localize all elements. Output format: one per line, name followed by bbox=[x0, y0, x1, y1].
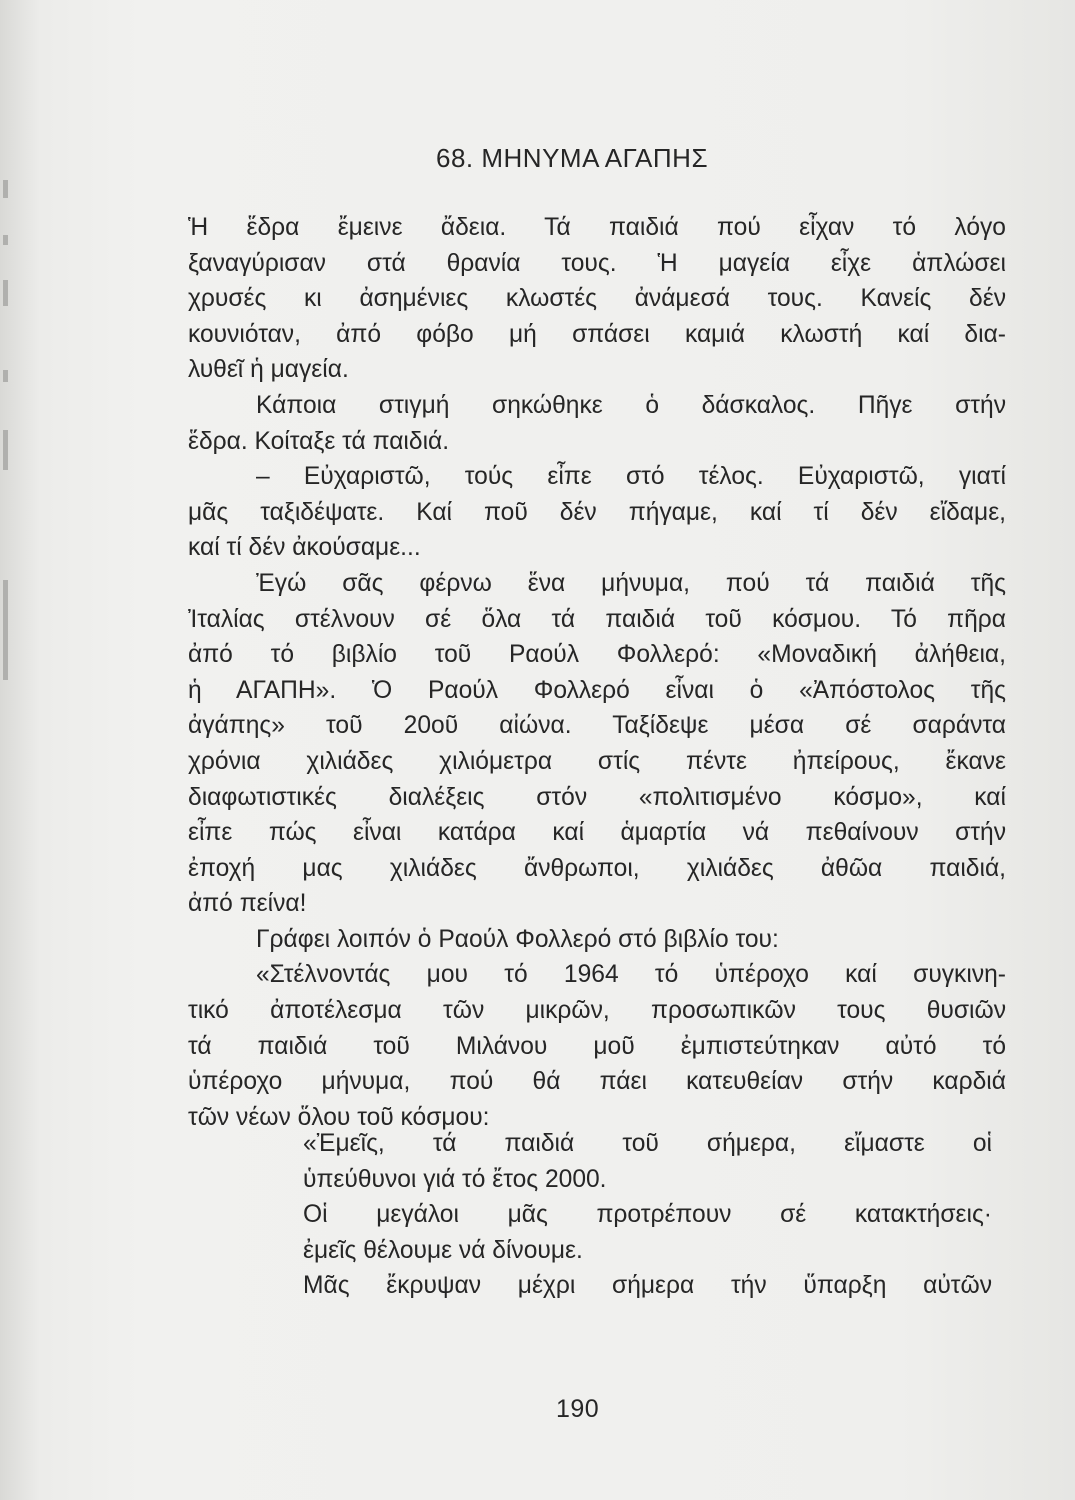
binding-mark bbox=[3, 430, 8, 470]
binding-mark bbox=[3, 580, 8, 680]
page-number: 190 bbox=[556, 1395, 600, 1423]
binding-mark bbox=[3, 180, 8, 198]
body-line: κουνιόταν, ἀπό φόβο μή σπάσει καμιά κλωστή καί δια- bbox=[188, 320, 1006, 348]
body-line: ἡ ΑΓΑΠΗ». Ὁ Ραούλ Φολλερό εἶναι ὁ «Ἀπόστολος τῆς bbox=[188, 676, 1006, 704]
chapter-heading: 68. ΜΗΝΥΜΑ ΑΓΑΠΗΣ bbox=[436, 143, 709, 173]
body-line: ἀγάπης» τοῦ 20οῦ αἰώνα. Ταξίδεψε μέσα σέ σαράντα bbox=[188, 712, 1006, 740]
body-text bbox=[188, 210, 1006, 1135]
binding-shadow-marks bbox=[0, 160, 14, 720]
body-line: λυθεῖ ἡ μαγεία. bbox=[188, 356, 349, 384]
body-line: διαφωτιστικές διαλέξεις στόν «πολιτισμένο κόσμο», καί bbox=[188, 783, 1006, 811]
body-line: Ἡ ἕδρα ἔμεινε ἄδεια. Τά παιδιά πού εἶχαν τό λόγο bbox=[188, 214, 1006, 241]
body-line: ἕδρα. Κοίταξε τά παιδιά. bbox=[188, 427, 450, 455]
body-line: μᾶς ταξιδέψατε. Καί ποῦ δέν πήγαμε, καί τί δέν εἴδαμε, bbox=[188, 498, 1006, 526]
body-line: «Στέλνοντάς μου τό 1964 τό ὑπέροχο καί συγκινη- bbox=[256, 961, 1006, 989]
binding-mark bbox=[3, 370, 8, 382]
body-line: τῶν νέων ὅλου τοῦ κόσμου: bbox=[188, 1103, 490, 1131]
body-line: ἐποχή μας χιλιάδες ἄνθρωποι, χιλιάδες ἀθῶα παιδιά, bbox=[188, 854, 1006, 882]
body-line: Γράφει λοιπόν ὁ Ραούλ Φολλερό στό βιβλίο του: bbox=[256, 925, 779, 953]
body-line: ἀπό πείνα! bbox=[188, 890, 307, 918]
binding-mark bbox=[3, 280, 8, 306]
binding-mark bbox=[3, 235, 8, 245]
body-line: Κάποια στιγμή σηκώθηκε ὁ δάσκαλος. Πῆγε στήν bbox=[256, 391, 1006, 419]
body-line: Ἐγώ σᾶς φέρνω ἕνα μήνυμα, πού τά παιδιά τῆς bbox=[256, 569, 1006, 597]
body-line: Ἰταλίας στέλνουν σέ ὅλα τά παιδιά τοῦ κόσμου. Τό πῆρα bbox=[188, 605, 1006, 633]
body-line: ἀπό τό βιβλίο τοῦ Ραούλ Φολλερό: «Μοναδική ἀλήθεια, bbox=[188, 641, 1006, 669]
body-line: τικό ἀποτέλεσμα τῶν μικρῶν, προσωπικῶν τους θυσιῶν bbox=[188, 997, 1006, 1025]
quote-line: ἐμεῖς θέλουμε νά δίνουμε. bbox=[303, 1236, 583, 1264]
body-line: – Εὐχαριστῶ, τούς εἶπε στό τέλος. Εὐχαριστῶ, γιατί bbox=[256, 463, 1006, 491]
quote-line: «Ἐμεῖς, τά παιδιά τοῦ σήμερα, εἴμαστε οἱ bbox=[303, 1130, 992, 1157]
quote-line: ὑπεύθυνοι γιά τό ἔτος 2000. bbox=[303, 1165, 607, 1193]
body-line: καί τί δέν ἀκούσαμε... bbox=[188, 534, 421, 562]
body-line: ξαναγύρισαν στά θρανία τους. Ἡ μαγεία εἶχε ἁπλώσει bbox=[188, 249, 1006, 277]
quoted-message bbox=[303, 1126, 992, 1304]
body-line: εἶπε πώς εἶναι κατάρα καί ἁμαρτία νά πεθαίνουν στήν bbox=[188, 819, 1006, 847]
body-line: ὑπέροχο μήνυμα, πού θά πάει κατευθείαν στήν καρδιά bbox=[188, 1068, 1006, 1096]
quote-line: Οἱ μεγάλοι μᾶς προτρέπουν σέ κατακτήσεις· bbox=[303, 1201, 992, 1229]
body-line: τά παιδιά τοῦ Μιλάνου μοῦ ἐμπιστεύτηκαν αὐτό τό bbox=[188, 1032, 1006, 1060]
quote-line: Μᾶς ἔκρυψαν μέχρι σήμερα τήν ὕπαρξη αὐτῶν bbox=[303, 1272, 992, 1300]
body-line: χρόνια χιλιάδες χιλιόμετρα στίς πέντε ἠπείρους, ἔκανε bbox=[188, 747, 1006, 775]
body-line: χρυσές κι ἀσημένιες κλωστές ἀνάμεσά τους. Κανείς δέν bbox=[188, 285, 1006, 313]
